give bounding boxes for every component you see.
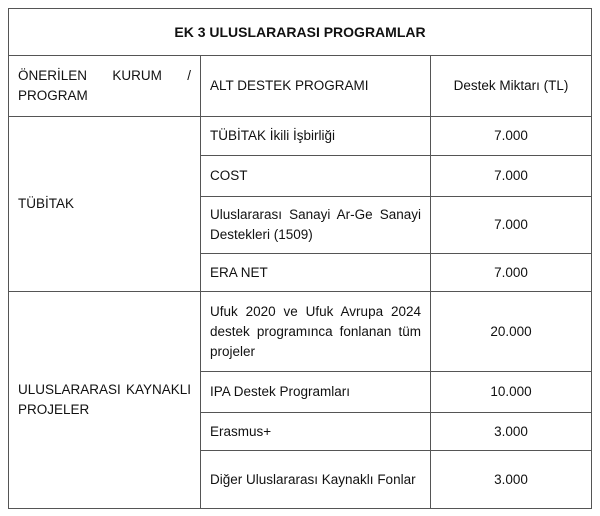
- table-row: [9, 117, 592, 156]
- title-row: [9, 9, 592, 56]
- program-cell: Erasmus+: [201, 413, 431, 451]
- program-cell: TÜBİTAK İkili İşbirliği: [201, 117, 431, 156]
- group-name: ULUSLARARASI KAYNAKLI PROJELER: [9, 292, 201, 509]
- header-miktar: Destek Miktarı (TL): [431, 56, 592, 117]
- amount-cell: 10.000: [431, 372, 592, 413]
- header-row: [9, 56, 592, 117]
- amount-cell: 20.000: [431, 292, 592, 372]
- amount-cell: 7.000: [431, 254, 592, 292]
- group-name: TÜBİTAK: [9, 117, 201, 292]
- program-cell: IPA Destek Programları: [201, 372, 431, 413]
- international-programs-table: [8, 8, 592, 509]
- program-cell: ERA NET: [201, 254, 431, 292]
- amount-cell: 7.000: [431, 117, 592, 156]
- header-program: ALT DESTEK PROGRAMI: [201, 56, 431, 117]
- header-kurum: ÖNERİLEN KURUM / PROGRAM: [9, 56, 201, 117]
- amount-cell: 3.000: [431, 413, 592, 451]
- program-cell: COST: [201, 156, 431, 197]
- program-cell: Uluslararası Sanayi Ar-Ge Sanayi Destekleri (1509): [201, 197, 431, 254]
- table-row: [9, 292, 592, 372]
- amount-cell: 7.000: [431, 197, 592, 254]
- program-cell: Diğer Uluslararası Kaynaklı Fonlar: [201, 451, 431, 509]
- amount-cell: 3.000: [431, 451, 592, 509]
- program-cell: Ufuk 2020 ve Ufuk Avrupa 2024 destek programınca fonlanan tüm projeler: [201, 292, 431, 372]
- table-title: EK 3 ULUSLARARASI PROGRAMLAR: [9, 9, 592, 56]
- amount-cell: 7.000: [431, 156, 592, 197]
